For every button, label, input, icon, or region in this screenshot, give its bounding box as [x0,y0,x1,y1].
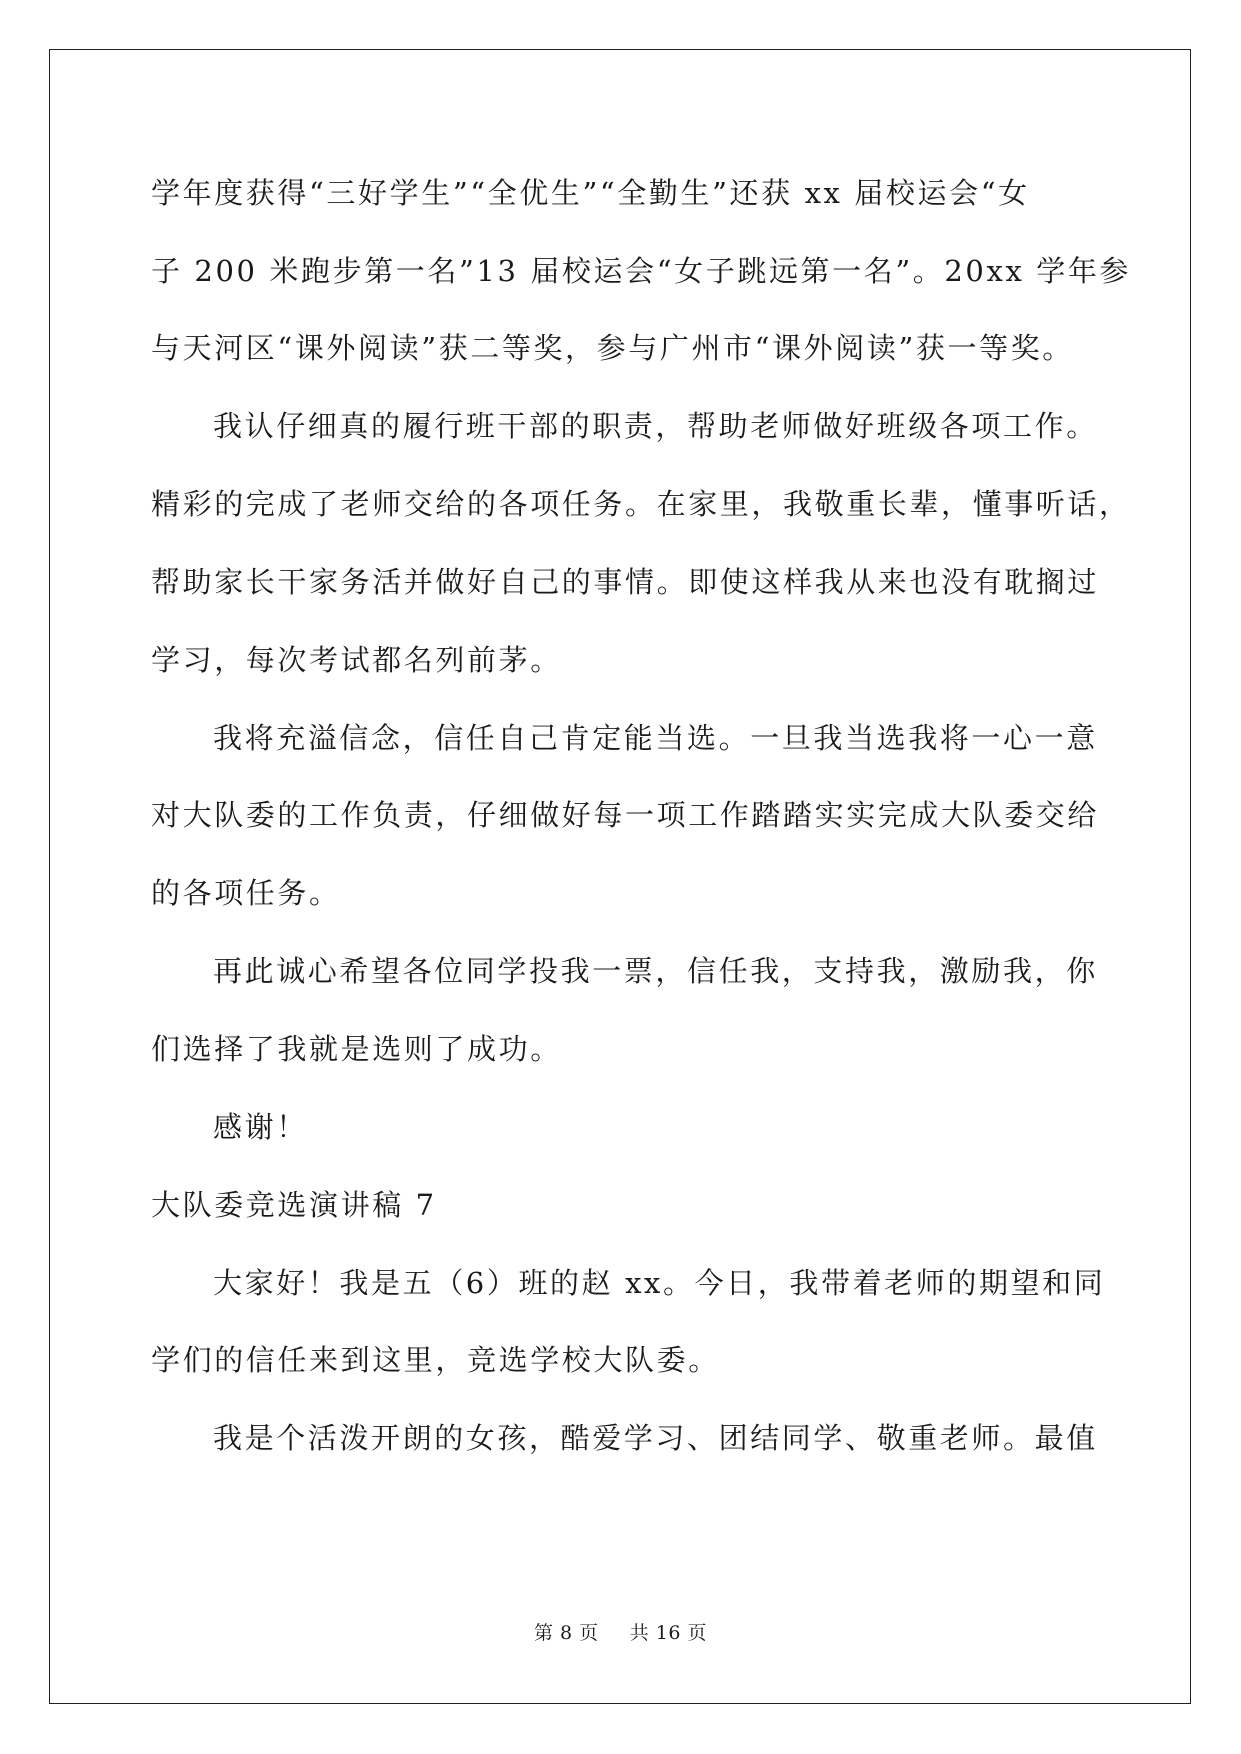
body-line: 与天河区“课外阅读”获二等奖，参与广州市“课外阅读”获一等奖。 [151,331,1074,365]
body-line: 我将充溢信念，信任自己肯定能当选。一旦我当选我将一心一意 [213,721,1098,755]
body-line: 帮助家长干家务活并做好自己的事情。即使这样我从来也没有耽搁过 [151,565,1100,599]
body-line: 再此诚心希望各位同学投我一票，信任我，支持我，激励我，你 [213,954,1098,988]
body-line: 对大队委的工作负责，仔细做好每一项工作踏踏实实完成大队委交给 [151,798,1100,832]
body-line: 学年度获得“三好学生”“全优生”“全勤生”还获 xx 届校运会“女 [151,176,1030,210]
section-heading: 大队委竞选演讲稿 7 [151,1188,437,1222]
body-line: 精彩的完成了老师交给的各项任务。在家里，我敬重长辈，懂事听话， [151,487,1131,521]
body-line: 感谢！ [213,1110,308,1144]
body-line: 我是个活泼开朗的女孩，酷爱学习、团结同学、敬重老师。最值 [213,1421,1098,1455]
body-line: 子 200 米跑步第一名”13 届校运会“女子跳远第一名”。20xx 学年参 [151,254,1132,288]
body-line: 我认仔细真的履行班干部的职责，帮助老师做好班级各项工作。 [213,409,1098,443]
page-number: 第 8 页 [533,1622,599,1644]
body-line: 学习，每次考试都名列前茅。 [151,643,562,677]
body-line: 大家好！我是五（6）班的赵 xx。今日，我带着老师的期望和同 [213,1266,1106,1300]
body-line: 们选择了我就是选则了成功。 [151,1032,562,1066]
page-total: 共 16 页 [629,1622,708,1644]
page-footer [0,1621,1241,1645]
body-line: 学们的信任来到这里，竞选学校大队委。 [151,1343,720,1377]
body-line: 的各项任务。 [151,876,341,910]
